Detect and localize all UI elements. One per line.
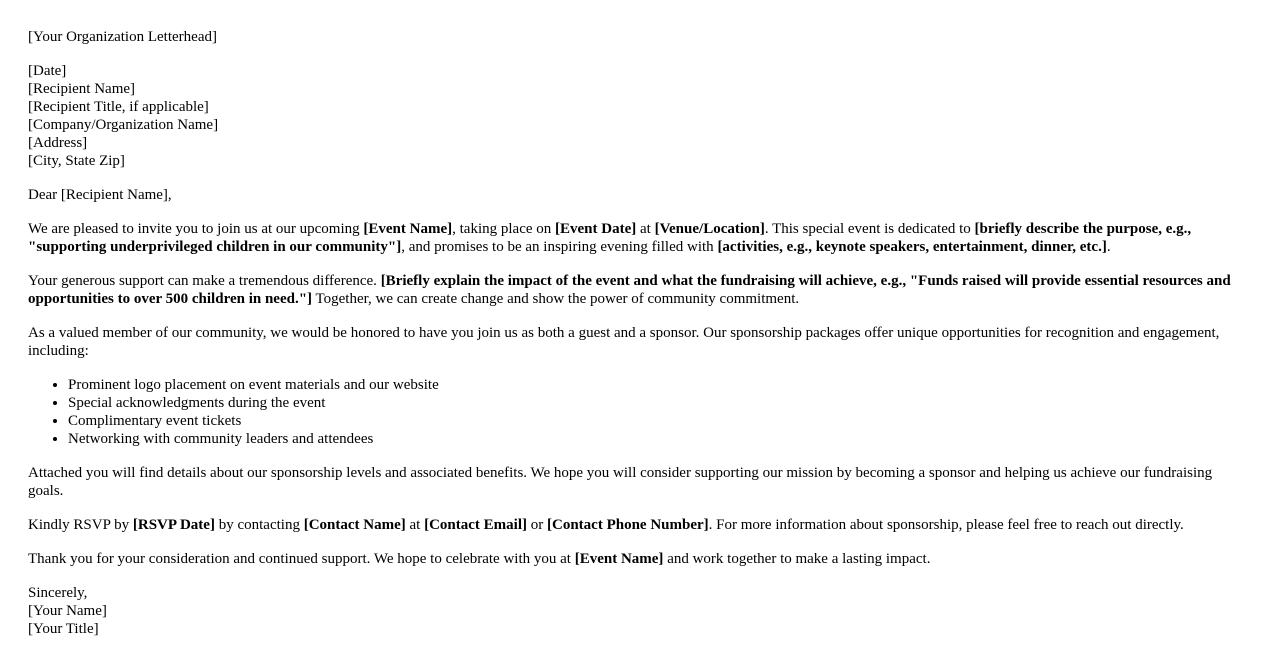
list-item: • Networking with community leaders and attendees [68,430,1250,448]
recipient-address: [Address] [28,135,88,151]
salutation: Dear [Recipient Name], [28,187,172,203]
paragraph-sponsorship: As a valued member of our community, we would be honored to have you join us as both a guest and a sponsor. Our sponsorship packages offer unique opportunities for recognition and engagement, including: [28,325,1220,359]
sender-name: [Your Name] [28,603,107,619]
closing-block [28,584,1250,638]
sender-title: [Your Title] [28,621,99,637]
letterhead: [Your Organization Letterhead] [28,29,217,45]
paragraph-impact: Your generous support can make a tremendous difference. [Briefly explain the impact of the event and what the fundraising will achieve, e.g., "Funds raised will provide essential resources and opportunities to over 500 children in need."] Together, we can create change and show the power of community commitment. [28,273,1231,307]
recipient-company: [Company/Organization Name] [28,117,219,133]
sign-off: Sincerely, [28,585,88,601]
letter-date: [Date] [28,63,67,79]
recipient-title: [Recipient Title, if applicable] [28,99,209,115]
paragraph-thanks: Thank you for your consideration and continued support. We hope to celebrate with you at [Event Name] and work together to make a lasting impact. [28,551,931,567]
list-item: • Prominent logo placement on event materials and our website [68,376,1250,394]
benefits-list [28,376,1250,448]
recipient-block [28,62,1250,170]
list-item: • Complimentary event tickets [68,412,1250,430]
list-item: • Special acknowledgments during the event [68,394,1250,412]
recipient-city-state-zip: [City, State Zip] [28,153,125,169]
paragraph-invitation: We are pleased to invite you to join us at our upcoming [Event Name], taking place on [Event Date] at [Venue/Location]. This special event is dedicated to [briefly describe the purpose, e.g., "supporting underprivileged children in our community"], and promises to be an inspiring evening filled with [activities, e.g., keynote speakers, entertainment, dinner, etc.]. [28,221,1192,255]
paragraph-attachments: Attached you will find details about our sponsorship levels and associated benefits. We hope you will consider supporting our mission by becoming a sponsor and helping us achieve our fundraising goals. [28,465,1213,499]
recipient-name: [Recipient Name] [28,81,136,97]
paragraph-rsvp: Kindly RSVP by [RSVP Date] by contacting [Contact Name] at [Contact Email] or [Contact Phone Number]. For more information about sponsorship, please feel free to reach out directly. [28,517,1184,533]
